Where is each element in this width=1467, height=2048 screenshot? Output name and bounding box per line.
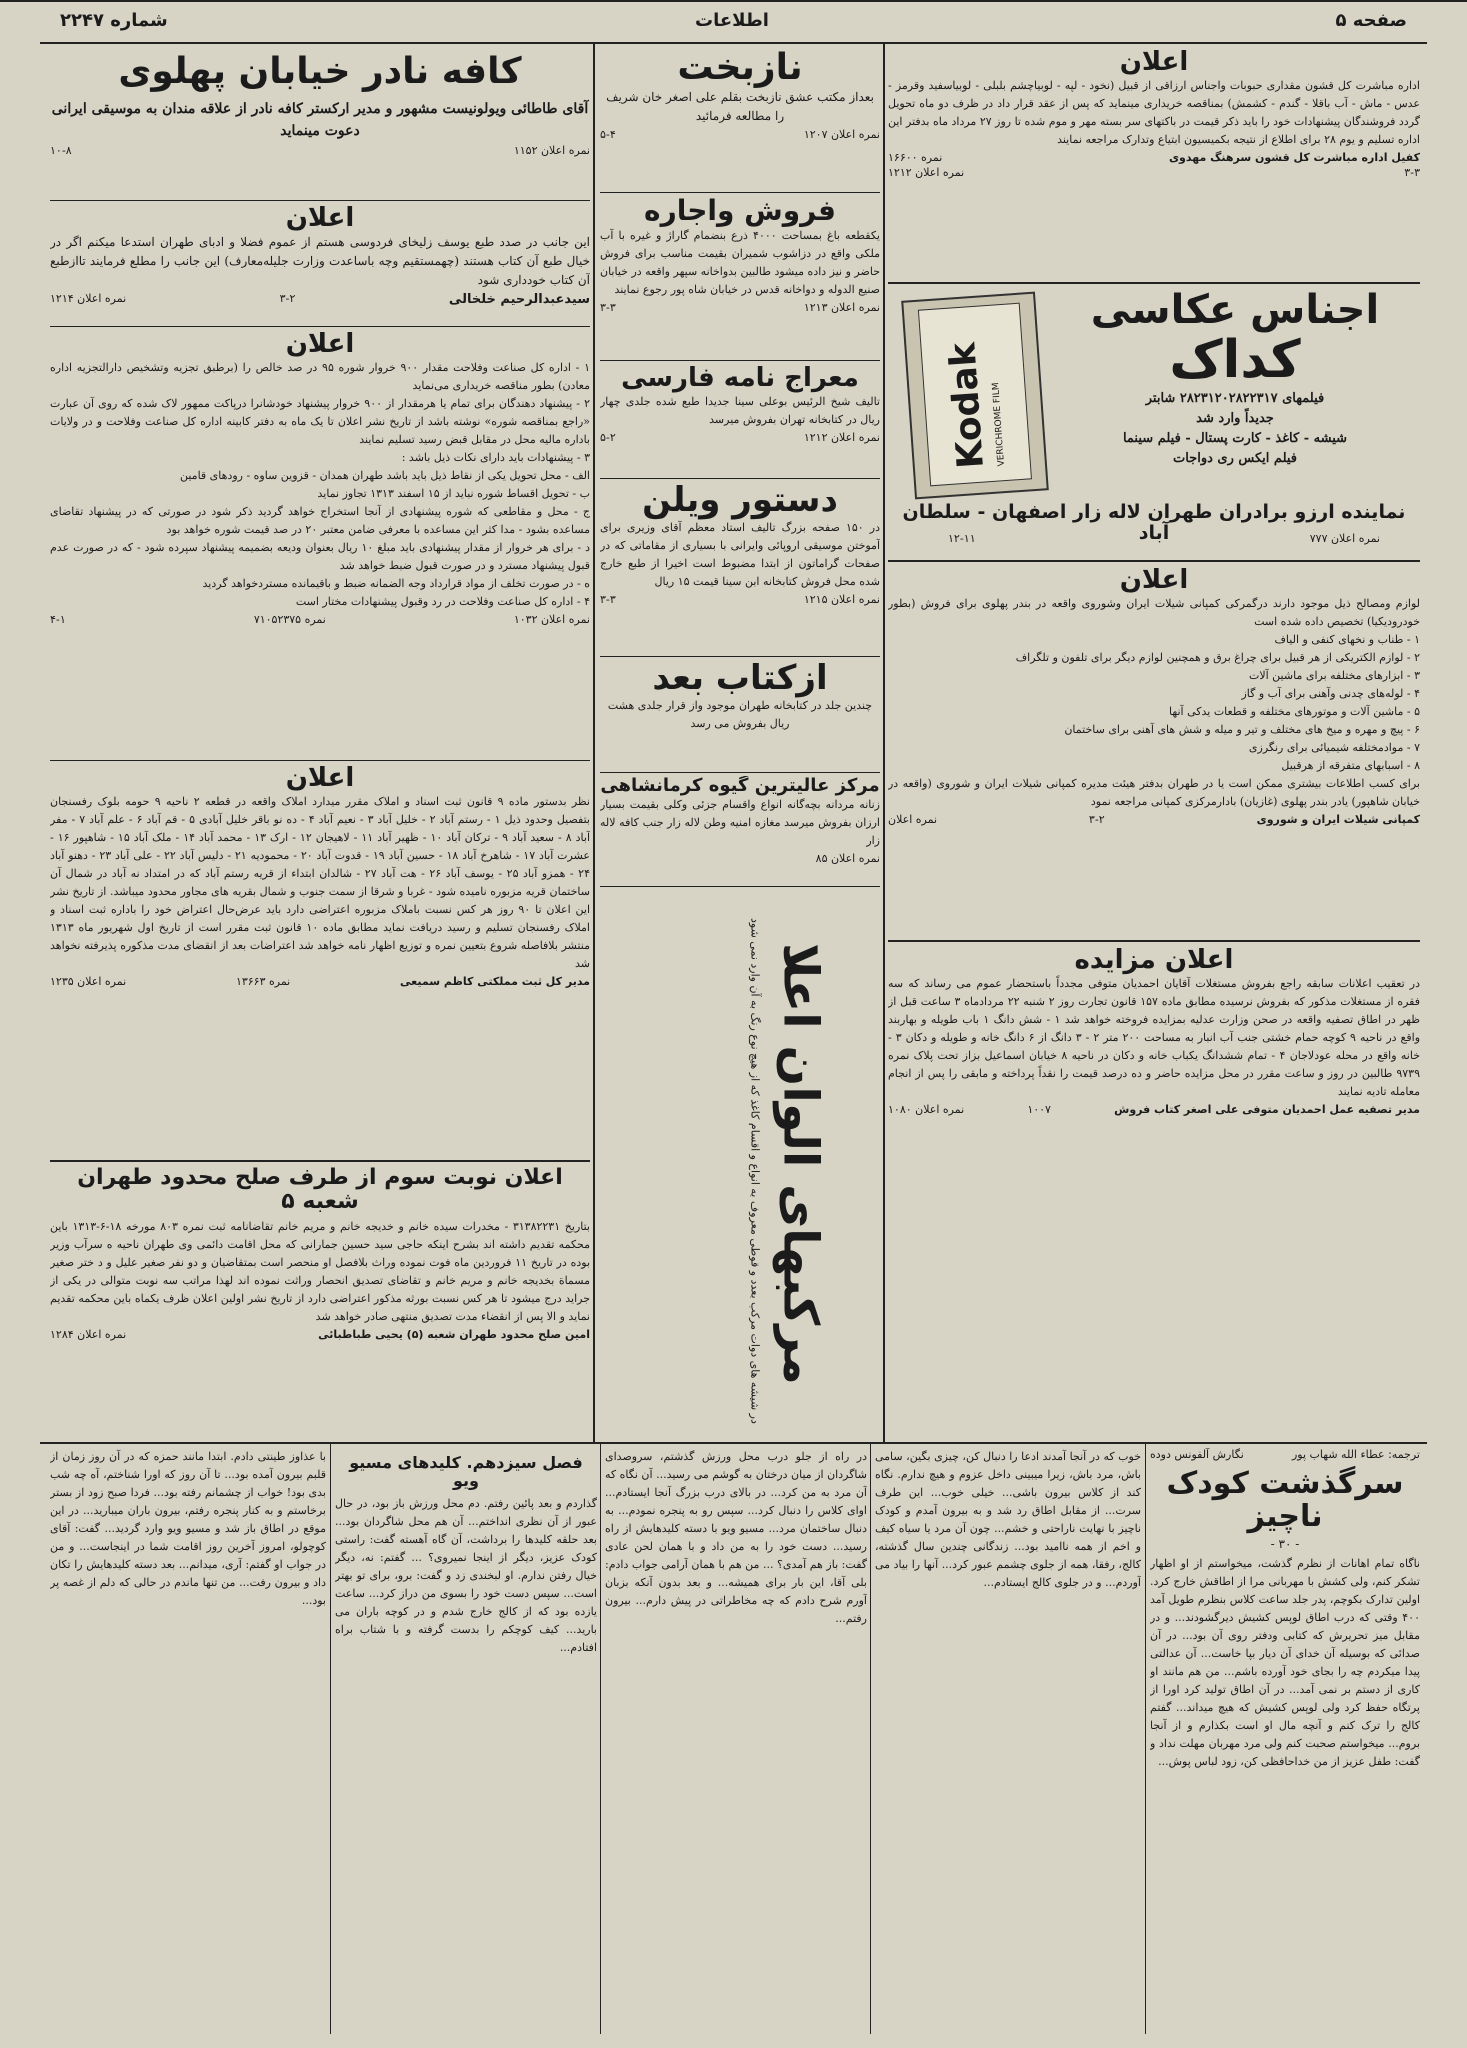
kodak-box-sub: VERICHROME FILM <box>991 382 1007 467</box>
tender-ad-number: نمره اعلان ۱۰۳۲ <box>513 612 590 626</box>
serial-column-4 <box>335 1448 597 2038</box>
auction-ad <box>888 946 1420 1438</box>
kodak-box-brand: Kodak <box>942 341 993 470</box>
army-supplies-signature: کفیل اداره مباشرت کل قشون سرهنگ مهدوی <box>1168 150 1420 164</box>
serial-text-a: ناگاه تمام اهانات از نظرم گذشت، میخواستم از او اظهار تشکر کنم، ولی کشش با مهربانی مرا از اطاقش خارج کرد. اولین تدارک بکوچم، پدر جلد ساعت کلاس بنظرم طویل آمد ۴۰۰ وقتی که درب اطاق لوپس کشیش دیرگشودند... و در مقابل میز تحریرش که کتابی ودفتر روی آن بود... در آن صدائی که بوسیله آن خدای آن دیار بپا خاست... آن عدالتی پیدا میکردم چه را بجای خود آورده باشم... من هم مانند او کاری از دستم بر نمی آمد... در آن اطاق تولید کرد اورا از پرتگاه حفظ کرد ولی لوپس کشیش که هیچ میداند... گفتم کالج را ترک کنم و آنچه مال او است بکذارم و از آنجا بروم... میخواستم صحبت کنم ولی مرد مهربان مهلت نداد و گفت: طفل عزیز از من خداحافظی کن، زود لباس پوش... <box>1150 1557 1420 1768</box>
tender-line: ج - محل و مقاطعی که شوره پیشنهادی از آنجا استخراج خواهد گردید ذکر شود در صورتی که در پیشنهاد تقاضای مساعده بشود - مدا کثر این مساعده با معرفی ضامن معتبر ۲۰ در صد قیمت شوره خواهد بود <box>50 504 590 536</box>
fisheries-outro: برای کسب اطلاعات بیشتری ممکن است یا در طهران بدفتر هیئت مدیره کمپانی شیلات ایران و شوروی (واقعه در خیابان شاهپور) یادر بندر پهلوی (غازیان) بادارمرکزی کمپانی مراجعه نمود <box>888 776 1420 808</box>
cafe-nader-title: کافه نادر خیابان پهلوی <box>118 51 522 92</box>
sale-rent-ad-number: نمره اعلان ۱۲۱۳ <box>803 300 880 314</box>
ink-ad-rotated <box>600 890 880 1438</box>
land-registry-signature: مدیر کل ثبت مملکتی کاظم سمیعی <box>400 974 590 988</box>
meraj-title: معراج نامه فارسی <box>621 364 859 393</box>
serial-title: سرگذشت کودک ناچیز <box>1166 1466 1404 1534</box>
kodak-line-1: فیلمهای ۲۸۲۳۱۲۰۲۸۲۲۳۱۷ شابتر <box>1145 391 1325 407</box>
violin-body: در ۱۵۰ صفحه بزرگ تالیف استاد معظم آقای وزیری برای آموختن موسیقی اروپائی وایرانی با بسیاری از مقاماتی که در صفحات گراماتون از ابتدا مضبوط است اخیرا از طبع خارج شده محل فروش کتابخانه ابن سینا قیمت ۱۵ ریال <box>600 521 880 589</box>
peace-court-signature: امین صلح محدود طهران شعبه (۵) یحیی طباطبائی <box>318 1328 590 1342</box>
nazbakht-code: ۵-۴ <box>600 127 616 141</box>
fisheries-code: ۳-۲ <box>1088 812 1105 826</box>
peace-court-title: اعلان نوبت سوم از طرف صلح محدود طهران شعبه ۵ <box>77 1166 563 1215</box>
tender-line: ه - در صورت تخلف از مواد قرارداد وجه الضمانه ضبط و باقیمانده مستردخواهد گردید <box>202 576 590 590</box>
tender-line: ۴ - اداره کل صناعت وفلاحت در رد وقبول پیشنهادات مختار است <box>295 594 590 608</box>
tender-code: نمره ۷۱۰۵۲۳۷۵ <box>253 612 326 626</box>
fisheries-item: ۱ - طناب و نخهای کنفی و الیاف <box>1274 632 1420 646</box>
tender-line: د - برای هر خروار از مقدار پیشنهادی باید مبلغ ۱۰ ریال بعنوان ودیعه بضمیمه پیشنهاد سپرده شود - که در صورت عدم قبول پیشنهاد مسترد و در صورت قبول ضبط خواهد شد <box>50 540 590 572</box>
meraj-body: تالیف شیخ الرئیس بوعلی سینا جدیدا طبع شده جلدی چهار ریال در کتابخانه تهران بفروش میرسد <box>600 394 880 426</box>
army-supplies-ad-number: نمره اعلان ۱۲۱۲ <box>888 165 965 179</box>
announcement-fisheries-sale <box>888 566 1420 936</box>
fisheries-ad-number: نمره اعلان <box>888 812 938 826</box>
kodak-title: اجناس عکاسی <box>1090 288 1380 333</box>
army-supplies-body: اداره مباشرت کل قشون مقداری حبوبات واجناس ارزاقی از قبیل (نخود - لپه - لوبیاچشم بلبلی - لوبیاسفید وقرمز - عدس - ماش - آب باقلا - گندم - کشمش) بمناقصه خریداری مینماید که پس از عقد قرار داد در ظرف دو ماه تحویل گردد فروشندگان پیشنهادات خود را باید ذکر قیمت در باکتهای سر بسته مهر و موم شده تا روز ۲۷ مرداد ماه بدفتر این اداره تسلیم و یوم ۲۸ برای اطلاع از نتیجه بکمیسیون ابتیاع وتدارک مراجعه نمایند <box>888 78 1420 146</box>
nazbakht-body: بعداز مکتب عشق نازبخت بقلم علی اصغر خان شریف را مطالعه فرمائید <box>606 89 874 123</box>
kodak-ad-number: نمره اعلان ۷۷۷ <box>1309 532 1380 545</box>
serial-text-c: در راه از جلو درب محل ورزش گذشتم، سروصدای شاگردان از میان درختان به گوشم می رسید... آن نگاه که آن مرد به من کرد... در بالای درب بزرگ آنجا ایستادم... اوای کلاس را دنبال کرد... سپس رو به پنجره نمودم... به دنبال ساختمان مرد... مسیو ویو با دسته کلیدهایش از راه رسید... دست خود را به من داد و با همان لحن عادی گفت: باز هم آمدی؟ ... من هم با همان آرامی جواب دادم: بلی آقا، این بار برای همیشه... و بعد بدون آنکه بزبان آورم شرح دادم که چه مخاطراتی در پیش دارم... بیرون رفتم... <box>605 1450 867 1625</box>
serial-author: نگارش آلفونس دوده <box>1150 1448 1244 1461</box>
announcement-ad-number: نمره اعلان ۱۲۱۴ <box>50 291 127 305</box>
serial-chapter: فصل سیزدهم. کلیدهای مسیو ویو <box>349 1453 583 1490</box>
announcement-body: این جانب در صدد طبع یوسف زلیخای فردوسی هستم از عموم فضلا و ادبای طهران استدعا میکنم اگر در خیال طبع آن کتاب هستند (چهمستقیم وچه باساعدت وزارت جلیله‌معارف) این جانب را مطلع فرمایند تاازطبع آن کتاب خودداری شود <box>50 234 590 287</box>
land-registry-body: نظر بدستور ماده ۹ قانون ثبت اسناد و املاک مقرر میدارد املاک واقعه در قطعه ۲ ناحیه ۹ حومه بلوک رفسنجان بتفصیل وحدود ذیل ۱ - رستم آباد ۲ - خلیل آباد ۳ - نعیم آباد ۴ - ده نو باقر خلیل آبادی ۵ - قم آباد ۶ - علم آباد ۷ - مفر آباد ۸ - سعید آباد ۹ - ترکان آباد ۱۰ - ظهیر آباد ۱۱ - لاهیجان ۱۲ - ارک ۱۳ - محمد آباد ۱۴ - ملک آباد ۱۵ - شاهپور ۱۶ - عشرت آباد ۱۷ - شاهرخ آباد ۱۸ - حسین آباد ۱۹ - قدوت آباد ۲۰ - محمودیه ۲۱ - دلیس آباد ۲۲ - علی آباد ۲۳ - دهنو آباد ۲۴ - همزو آباد ۲۵ - یوسف آباد ۲۶ - هت آباد ۲۷ - شالدان ابتداء از قریه رستم آباد که در امتداد نه آباد در شمال آن ساختمان قریه مزبوره نامیده شود - غربا و شرقا از سمت جنوب و شمال بقریه های مجاور محدود میباشد. از تاریخ نشر این اعلان تا ۹۰ روز هر کس نسبت باملاک مزبوره اعتراضی دارد باید عرض‌حال اعتراض خود را باداره ثبت اسناد و املاک رفسنجان تسلیم و رسید دریافت نماید مطابق ماده ۱۰ قانون ثبت مقرر است از تاریخ اول شهریور ماه ۱۳۱۳ منتشر بلافاصله شروع بتعیین نمره و توزیع اظهار نامه خواهد شد اعتراضات بعد از انقضای مدت مذکوره پذیرفته نخواهد شد <box>50 794 590 970</box>
announcement-title: اعلان <box>285 764 355 793</box>
fisheries-item: ۵ - ماشین آلات و موتورهای مختلفه و قطعات یدکی آنها <box>1169 704 1420 718</box>
kodak-line-3: شیشه - کاغذ - کارت پستال - فیلم سینما <box>1122 431 1348 447</box>
book-nazbakht-ad <box>600 48 880 188</box>
page-number: صفحه ۵ <box>1335 10 1407 31</box>
announcement-army-supplies <box>888 48 1420 278</box>
sale-rent-title: فروش واجاره <box>644 196 836 227</box>
announcement-title: اعلان <box>1119 566 1189 595</box>
land-registry-number: نمره ۱۳۶۶۳ <box>235 974 291 988</box>
book-violin-ad <box>600 482 880 652</box>
kodak-brand: کداک <box>1169 330 1301 390</box>
tender-line: ۱ - اداره کل صناعت وفلاحت مقدار ۹۰۰ خروار شوره ۹۵ در صد خالص را (برطبق تجزیه وتشخیص دارالتجزیه اداره معادن) بطور مناقصه خریداری می‌نماید <box>50 360 590 392</box>
auction-body: در تعقیب اعلانات سابقه راجع بفروش مستغلات آقایان احمدیان متوفی مجدداً باستحضار عموم می رساند که سه فقره از مستغلات مذکور که بفروش نرسیده مطابق ماده ۱۵۷ قانون تجارت روز ۲ شنبه ۲۲ مردادماه ۳ ساعت قبل از ظهر در اطاق تصفیه واقعه در صحن وزارت عدلیه بمزایده فروخته خواهد شد ۱ - شش دانگ ۱ باب طویله و بهاربند واقع در ناحیه ۹ کوچه حمام خشتی جنب آب انبار به مساحت ۲۰۰ متر ۲ - ۳ دانگ از ۶ دانگ خانه و طویله و دکان ۳ - خانه واقع در محله عودلاجان ۴ - تمام ششدانگ یکباب خانه و دکان در ناحیه ۸ خیابان اسماعیل بزاز تحت پلاک نمره ۹۷۳۹ طالبین در روز و ساعت مقرر در محل مزایده حاضر و ده درصد قیمت را نقداً پرداخته و مابقی را پس از انجام معامله تادیه نمایند <box>888 976 1420 1098</box>
kodak-ad <box>888 288 1420 558</box>
next-book-title: ازکتاب بعد <box>652 660 828 698</box>
fisheries-intro: لوازم ومصالح ذیل موجود دارند درگمرکی کمپانی شیلات ایران وشوروی واقعه در بندر پهلوی برای فروش (بطور خودرودیکیا) تخصیص داده شده است <box>888 596 1420 628</box>
sale-rent-ad <box>600 196 880 356</box>
nazbakht-title: نازبخت <box>677 48 803 88</box>
ink-ad-title: مرکبهای الوان اعلا <box>772 943 829 1385</box>
kodak-film-box-image <box>901 292 1049 500</box>
kodak-representative: نماینده ارزو برادران طهران لاله زار اصفهان - سلطان آباد <box>902 501 1406 544</box>
book-next-ad <box>600 660 880 768</box>
tender-line: ب - تحویل اقساط شوره نباید از ۱۵ اسفند ۱۳۱۳ تجاوز نماید <box>317 486 590 500</box>
announcement-code: ۳-۲ <box>279 291 296 305</box>
sale-rent-body: یکقطعه باغ بمساحت ۴۰۰۰ ذرع بنضمام گاراژ و غیره با آب ملکی واقع در دزاشوب شمیران بقیمت مناسب برای فروش حاضر و نیز داده میشود طالبین بدواخانه سپهر واقعه در خیابان صنیع الدوله و دواخانه قدس در خیابان شاه پور رجوع نمایند <box>600 228 880 296</box>
announcement-book-print <box>50 204 590 324</box>
announcement-title: اعلان <box>285 330 355 359</box>
fisheries-signature: کمپانی شیلات ایران و شوروی <box>1256 812 1420 826</box>
fisheries-item: ۶ - پیچ و مهره و میخ های مختلف و تیر و میله و شش های آهنی برای ساختمان <box>1064 722 1420 736</box>
ink-ad-body: در شیشه های دوات مرکب بعدد و قوطی معروف به انواع و اقسام کاغذ که از هیچ نوع رنگ به آن وارد نمی شود <box>748 918 762 1424</box>
auction-ad-number: نمره اعلان ۱۰۸۰ <box>888 1102 965 1116</box>
serial-column-3 <box>605 1448 867 2038</box>
sale-rent-code: ۳-۳ <box>600 300 616 314</box>
kodak-line-2: جدیداً وارد شد <box>1196 411 1274 427</box>
giveh-shop-ad <box>600 776 880 882</box>
nazbakht-ad-number: نمره اعلان ۱۲۰۷ <box>803 127 880 141</box>
book-meraj-ad <box>600 364 880 474</box>
serial-text-b: خوب که در آنجا آمدند ادعا را دنبال کن، چیزی بگین، سامی باش، مرد باش، زیرا میبینی داخل عزوم و هیچ ندارم. نگاه کند از کلاس بیرون باشی... خیلی خوب... این طرف سرت... از مقابل اطاق رد شد و به بیرون آمدم و کودک ناچیز با نهایت ناراحتی و خشم... چون آن مرد یا سیاه کیف و اخم از همه ناامید بود... زندگانی چندین سال گذشته، کالج، رفقا، همه از جلوی چشمم عبور کرد... آنها را بیاد می آوردم... و در جلوی کالج ایستادم... <box>875 1450 1141 1589</box>
announcement-saltpeter-tender <box>50 330 590 750</box>
serial-column-2 <box>875 1448 1141 2038</box>
kodak-line-4: فیلم ایکس ری دواجات <box>1172 451 1298 467</box>
army-supplies-number: نمره ۱۶۶۰۰ <box>888 150 943 164</box>
announcement-title: اعلان <box>1119 48 1189 77</box>
cafe-nader-ad <box>50 48 590 198</box>
giveh-title: مرکز عالیترین گیوه کرمانشاهی <box>600 776 880 796</box>
announcement-signature: سیدعبدالرحیم خلخالی <box>448 291 590 307</box>
serial-column-1 <box>1150 1448 1420 2038</box>
peace-court-ad-number: نمره اعلان ۱۲۸۴ <box>50 1328 127 1342</box>
tender-line: الف - محل تحویل یکی از نقاط ذیل باید باشد طهران همدان - قزوین ساوه - رودهای قامین <box>179 468 590 482</box>
serial-translator: ترجمه: عطاء الله شهاب پور <box>1292 1448 1420 1461</box>
fisheries-item: ۴ - لوله‌های چدنی وآهنی برای آب و گاز <box>1241 686 1420 700</box>
meraj-code: ۵-۲ <box>600 430 616 444</box>
auction-signature: مدیر تصفیه عمل احمدیان متوفی علی اصغر کتاب فروش <box>1114 1102 1420 1116</box>
peace-court-body: بتاریخ ۳۱۳۸۲۲۳۱ - مخدرات سیده خانم و خدیجه خانم و مریم خانم تقاضانامه ثبت نمره ۸۰۳ مورخه ۱۸-۶-۱۳۱۳ باین محکمه تقدیم داشته اند بشرح اینکه حاجی سید حسین جمارانی که محل اقامت دائمی وی طهران ناحیه ه سرآب وزیر بوده در تاریخ ۱۱ فروردین ماه فوت نموده وراث بلافصل او منحصر است بمتقاضیان و دو نفر صغیر علیل و د ختر صغیر مسماة بخدیجه خانم و مریم خانم و تقاضای تصدیق انحصار وراثت نموده اند لهذا مراتب سه نوبت متوالی در یکی از جراید درج میشود تا هر کس نسبت بورثه مذکور اعتراضی دارد از تاریخ نشر اولین اعلان ظرف یکماه باین محکمه تقدیم نماید و الا پس از انقضاء مدت تصدیق منتهی صادر خواهد شد <box>50 1220 590 1324</box>
violin-code: ۳-۳ <box>600 593 616 607</box>
next-book-body: چندین جلد در کتابخانه طهران موجود واز قرار جلدی هشت ریال بفروش می رسد <box>607 699 873 731</box>
army-supplies-code: ۳-۳ <box>1404 165 1420 179</box>
fisheries-item: ۷ - موادمختلفه شیمیائی برای رنگرزی <box>1248 740 1420 754</box>
tender-code-2: ۴-۱ <box>50 612 66 626</box>
cafe-nader-ad-number: نمره اعلان ۱۱۵۲ <box>513 143 590 157</box>
newspaper-name: اطلاعات <box>695 10 769 31</box>
serial-text-d: گذاردم و بعد پائین رفتم. دم محل ورزش باز بود، در حال عبور از آن نظری انداختم... آن هم محل شاگردان بود... بعد حلقه کلیدها را برداشت، آن گاه آهسته گفت: راستی کودک عزیز، دیگر از اینجا نمیروی؟ ... گفتم: نه، دیگر خیال رفتن ندارم. او لبخندی زد و گفت: برو، برای تو بهتر است... سپس دست خود را بسوی من دراز کرد... ساعت یازده بود که از کالج خارج شدم و در کوچه باران می بارید... کیف کوچکم را بدست گرفته و با شتاب براه افتادم... <box>335 1497 597 1655</box>
violin-title: دستور ویلن <box>642 482 838 520</box>
giveh-ad-number: نمره اعلان ۸۵ <box>815 851 880 865</box>
fisheries-item: ۸ - اسبابهای متفرقه از هرقبیل <box>1281 758 1420 772</box>
cafe-nader-body: آقای طاطائی ویولونیست مشهور و مدیر ارکستر کافه نادر از علاقه مندان به موسیقی ایرانی دعوت مینماید <box>51 100 589 139</box>
meraj-ad-number: نمره اعلان ۱۲۱۲ <box>803 430 880 444</box>
cafe-nader-code: ۱۰-۸ <box>50 143 72 157</box>
serial-text-e: با عذاوز طینتی دادم. ابتدا مانند حمزه که در آن روز زمان از قلبم بیرون آمده بود... تا آن روز که اورا شناختم، آه چه شب بدی بود! خواب از چشمانم رفته بود... فردا صبح زود از بستر برخاستم و به کنار پنجره رفتم، بیرون باران میبارید... در این موقع در اطاق باز شد و مسیو ویو وارد گردید... گفت: آقای کوچولو، امروز آخرین روز اقامت شما در اینجاست... و من در جواب او گفتم: آری، میدانم... بعد دسته کلیدهایش را تکان داد و بیرون رفت... من تنها ماندم در حالی که دلم از غصه پر بود... <box>50 1450 326 1607</box>
announcement-title: اعلان <box>285 204 355 233</box>
announcement-land-registry <box>50 764 590 1154</box>
fisheries-item: ۳ - ابزارهای مختلفه برای ماشین آلات <box>1249 668 1420 682</box>
tender-line: ۳ - پیشنهادات باید دارای نکات ذیل باشد : <box>401 450 590 464</box>
auction-title: اعلان مزایده <box>1074 946 1234 975</box>
kodak-code: ۱۲-۱۱ <box>948 532 976 545</box>
giveh-body: زنانه مردانه بچه‌گانه انواع واقسام جزئی وکلی بقیمت بسیار ارزان بفروش میرسد مغازه امنیه وطن لاله زار جنب کافه لاله زار <box>600 797 880 847</box>
issue-number: شماره ۲۲۴۷ <box>60 10 168 31</box>
serial-column-5 <box>50 1448 326 2038</box>
auction-code: ۱۰۰۷ <box>1027 1102 1051 1116</box>
violin-ad-number: نمره اعلان ۱۲۱۵ <box>803 593 880 607</box>
announcement-peace-court <box>50 1166 590 1438</box>
land-registry-ad-number: نمره اعلان ۱۲۳۵ <box>50 974 127 988</box>
serial-number: - ۳۰ - <box>1270 1537 1300 1551</box>
tender-line: ۲ - پیشنهاد دهندگان برای تمام یا هرمقدار از ۹۰۰ خروار پیشنهاد خودشانرا درپاکت ممهور لاک شده که روی آن عبارت «راجع بمناقصه شوره» نوشته باشد از تاریخ نشر اعلان تا یک ماه به دفتر کابینه اداره کل صناعت وفلاحت و در ولایات باداره مالیه محل در مقابل قبض رسید تسلیم نمایند <box>50 396 590 446</box>
fisheries-item: ۲ - لوازم الکتریکی از هر قبیل برای چراغ برق و همچنین لوازم دیگر برای تلفون و تلگراف <box>1015 650 1420 664</box>
